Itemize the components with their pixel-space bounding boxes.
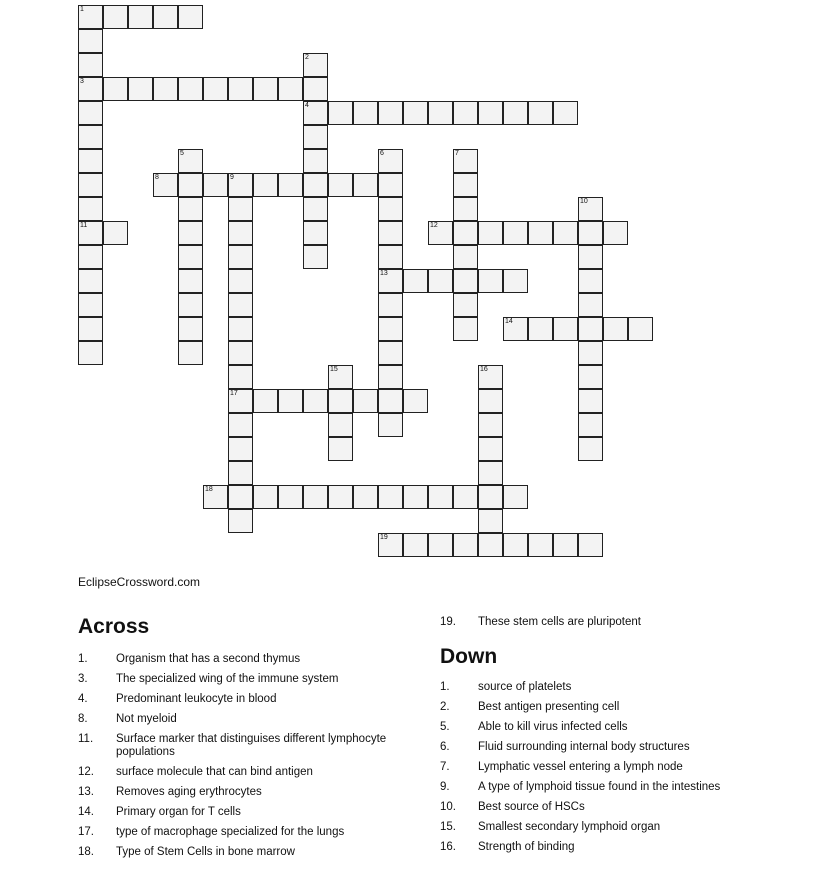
down-heading: Down [440, 645, 498, 668]
grid-cell[interactable] [203, 485, 228, 509]
clue-number: 19. [440, 616, 456, 628]
clue-number: 10. [440, 801, 456, 813]
grid-cell[interactable] [203, 77, 228, 101]
grid-cell[interactable] [178, 149, 203, 173]
grid-cell[interactable] [103, 5, 128, 29]
clue-text: type of macrophage specialized for the lungs [116, 826, 345, 838]
grid-cell[interactable] [578, 437, 603, 461]
grid-cell[interactable] [478, 413, 503, 437]
clue-text: Not myeloid [116, 713, 177, 725]
clue-number: 1 [80, 6, 84, 13]
grid-cell[interactable] [453, 101, 478, 125]
clue-number: 15. [440, 821, 456, 833]
grid-cell[interactable] [478, 101, 503, 125]
grid-cell[interactable] [528, 317, 553, 341]
grid-cell[interactable] [228, 173, 253, 197]
grid-cell[interactable] [303, 221, 328, 245]
clue-number: 11. [78, 733, 94, 745]
grid-cell[interactable] [228, 197, 253, 221]
grid-cell[interactable] [103, 77, 128, 101]
clue-text: The specialized wing of the immune system [116, 673, 339, 685]
clue-number: 17. [78, 826, 94, 838]
grid-cell[interactable] [253, 485, 278, 509]
clue-number: 1. [440, 681, 450, 693]
grid-cell[interactable] [278, 389, 303, 413]
grid-cell[interactable] [253, 173, 278, 197]
clue-number: 18 [205, 486, 213, 493]
grid-cell[interactable] [378, 173, 403, 197]
clue-text: A type of lymphoid tissue found in the intestines [478, 781, 721, 793]
grid-cell[interactable] [228, 509, 253, 533]
grid-cell[interactable] [178, 269, 203, 293]
clue-number: 12. [78, 766, 94, 778]
grid-cell[interactable] [228, 389, 253, 413]
grid-cell[interactable] [178, 5, 203, 29]
grid-cell[interactable] [603, 317, 628, 341]
grid-cell[interactable] [503, 533, 528, 557]
across-heading: Across [78, 615, 150, 638]
grid-cell[interactable] [378, 293, 403, 317]
grid-cell[interactable] [228, 317, 253, 341]
clue-text: Organism that has a second thymus [116, 653, 301, 665]
grid-cell[interactable] [78, 53, 103, 77]
grid-cell[interactable] [478, 365, 503, 389]
clue-text: Type of Stem Cells in bone marrow [116, 846, 295, 858]
grid-cell[interactable] [78, 197, 103, 221]
clue-number: 18. [78, 846, 94, 858]
grid-cell[interactable] [253, 389, 278, 413]
clue-text: Surface marker that distinguises different lymphocyte populations [116, 733, 387, 758]
grid-cell[interactable] [478, 533, 503, 557]
grid-cell[interactable] [503, 101, 528, 125]
clue-number: 8. [78, 713, 88, 725]
grid-cell[interactable] [78, 341, 103, 365]
grid-cell[interactable] [328, 485, 353, 509]
clue-number: 13 [380, 270, 388, 277]
clue-text: Best source of HSCs [478, 801, 585, 813]
grid-cell[interactable] [78, 101, 103, 125]
clue-number: 17 [230, 390, 238, 397]
grid-cell[interactable] [628, 317, 653, 341]
grid-cell[interactable] [453, 485, 478, 509]
grid-cell[interactable] [328, 437, 353, 461]
grid-cell[interactable] [178, 317, 203, 341]
grid-cell[interactable] [278, 485, 303, 509]
grid-cell[interactable] [103, 221, 128, 245]
clue-text: surface molecule that can bind antigen [116, 766, 313, 778]
grid-cell[interactable] [403, 485, 428, 509]
clue-text: Predominant leukocyte in blood [116, 693, 277, 705]
clue-number: 5. [440, 721, 450, 733]
grid-cell[interactable] [153, 173, 178, 197]
clue-number: 6 [380, 150, 384, 157]
grid-cell[interactable] [378, 101, 403, 125]
grid-cell[interactable] [228, 413, 253, 437]
clue-number: 5 [180, 150, 184, 157]
grid-cell[interactable] [578, 245, 603, 269]
grid-cell[interactable] [303, 197, 328, 221]
grid-cell[interactable] [478, 461, 503, 485]
grid-cell[interactable] [478, 389, 503, 413]
grid-cell[interactable] [78, 149, 103, 173]
clue-text: Fluid surrounding internal body structures [478, 741, 690, 753]
grid-cell[interactable] [78, 29, 103, 53]
grid-cell[interactable] [303, 173, 328, 197]
clue-number: 1. [78, 653, 88, 665]
clue-number: 13. [78, 786, 94, 798]
grid-cell[interactable] [253, 77, 278, 101]
grid-cell[interactable] [78, 5, 103, 29]
clue-number: 14 [505, 318, 513, 325]
clue-number: 2. [440, 701, 450, 713]
grid-cell[interactable] [578, 221, 603, 245]
grid-cell[interactable] [453, 173, 478, 197]
grid-cell[interactable] [503, 317, 528, 341]
grid-cell[interactable] [228, 245, 253, 269]
grid-cell[interactable] [378, 533, 403, 557]
grid-cell[interactable] [503, 269, 528, 293]
grid-cell[interactable] [303, 485, 328, 509]
grid-cell[interactable] [78, 77, 103, 101]
grid-cell[interactable] [378, 149, 403, 173]
grid-cell[interactable] [578, 413, 603, 437]
grid-cell[interactable] [378, 221, 403, 245]
grid-cell[interactable] [353, 485, 378, 509]
clue-number: 16 [480, 366, 488, 373]
grid-cell[interactable] [78, 173, 103, 197]
grid-cell[interactable] [228, 461, 253, 485]
grid-cell[interactable] [128, 5, 153, 29]
clue-number: 7. [440, 761, 450, 773]
grid-cell[interactable] [453, 197, 478, 221]
grid-cell[interactable] [178, 77, 203, 101]
grid-cell[interactable] [178, 173, 203, 197]
clue-number: 4 [305, 102, 309, 109]
grid-cell[interactable] [353, 389, 378, 413]
grid-cell[interactable] [228, 365, 253, 389]
clue-text: source of platelets [478, 681, 572, 693]
clue-text: Able to kill virus infected cells [478, 721, 628, 733]
clue-text: These stem cells are pluripotent [478, 616, 641, 628]
grid-cell[interactable] [428, 533, 453, 557]
grid-cell[interactable] [328, 365, 353, 389]
grid-cell[interactable] [453, 269, 478, 293]
grid-cell[interactable] [303, 53, 328, 77]
grid-cell[interactable] [228, 437, 253, 461]
grid-cell[interactable] [428, 269, 453, 293]
grid-cell[interactable] [178, 293, 203, 317]
grid-cell[interactable] [228, 77, 253, 101]
clue-number: 12 [430, 222, 438, 229]
clue-text: Best antigen presenting cell [478, 701, 620, 713]
clue-number: 15 [330, 366, 338, 373]
grid-cell[interactable] [303, 389, 328, 413]
grid-cell[interactable] [428, 101, 453, 125]
grid-cell[interactable] [603, 221, 628, 245]
grid-cell[interactable] [553, 101, 578, 125]
grid-cell[interactable] [528, 101, 553, 125]
grid-cell[interactable] [378, 197, 403, 221]
clue-number: 4. [78, 693, 88, 705]
clue-number: 3 [80, 78, 84, 85]
clue-text: Lymphatic vessel entering a lymph node [478, 761, 683, 773]
grid-cell[interactable] [478, 485, 503, 509]
clue-text: Removes aging erythrocytes [116, 786, 262, 798]
clue-number: 6. [440, 741, 450, 753]
clue-number: 9 [230, 174, 234, 181]
grid-cell[interactable] [578, 341, 603, 365]
clue-number: 19 [380, 534, 388, 541]
grid-cell[interactable] [328, 389, 353, 413]
grid-cell[interactable] [503, 221, 528, 245]
grid-cell[interactable] [328, 413, 353, 437]
grid-cell[interactable] [228, 293, 253, 317]
grid-cell[interactable] [303, 77, 328, 101]
grid-cell[interactable] [378, 269, 403, 293]
grid-cell[interactable] [303, 101, 328, 125]
grid-cell[interactable] [303, 149, 328, 173]
grid-cell[interactable] [303, 125, 328, 149]
grid-cell[interactable] [578, 389, 603, 413]
grid-cell[interactable] [578, 197, 603, 221]
grid-cell[interactable] [428, 485, 453, 509]
grid-cell[interactable] [328, 173, 353, 197]
grid-cell[interactable] [378, 341, 403, 365]
grid-cell[interactable] [178, 341, 203, 365]
grid-cell[interactable] [528, 533, 553, 557]
grid-cell[interactable] [453, 221, 478, 245]
grid-cell[interactable] [478, 221, 503, 245]
grid-cell[interactable] [353, 173, 378, 197]
grid-cell[interactable] [378, 485, 403, 509]
grid-cell[interactable] [178, 221, 203, 245]
grid-cell[interactable] [378, 245, 403, 269]
grid-cell[interactable] [203, 173, 228, 197]
clue-text: Smallest secondary lymphoid organ [478, 821, 661, 833]
grid-cell[interactable] [178, 245, 203, 269]
clue-number: 8 [155, 174, 159, 181]
grid-cell[interactable] [303, 245, 328, 269]
grid-cell[interactable] [78, 269, 103, 293]
clue-number: 2 [305, 54, 309, 61]
grid-cell[interactable] [78, 317, 103, 341]
clue-number: 10 [580, 198, 588, 205]
grid-cell[interactable] [228, 485, 253, 509]
grid-cell[interactable] [453, 245, 478, 269]
grid-cell[interactable] [453, 149, 478, 173]
grid-cell[interactable] [328, 101, 353, 125]
grid-cell[interactable] [553, 317, 578, 341]
grid-cell[interactable] [153, 77, 178, 101]
grid-cell[interactable] [403, 533, 428, 557]
clue-number: 3. [78, 673, 88, 685]
grid-cell[interactable] [353, 101, 378, 125]
grid-cell[interactable] [453, 293, 478, 317]
grid-cell[interactable] [478, 437, 503, 461]
grid-cell[interactable] [453, 317, 478, 341]
grid-cell[interactable] [453, 533, 478, 557]
grid-cell[interactable] [578, 317, 603, 341]
grid-cell[interactable] [478, 509, 503, 533]
grid-cell[interactable] [278, 173, 303, 197]
grid-cell[interactable] [378, 365, 403, 389]
grid-cell[interactable] [378, 413, 403, 437]
grid-cell[interactable] [578, 533, 603, 557]
grid-cell[interactable] [228, 221, 253, 245]
grid-cell[interactable] [428, 221, 453, 245]
grid-cell[interactable] [178, 197, 203, 221]
grid-cell[interactable] [403, 101, 428, 125]
grid-cell[interactable] [578, 293, 603, 317]
grid-cell[interactable] [228, 341, 253, 365]
grid-cell[interactable] [553, 221, 578, 245]
clue-text: Primary organ for T cells [116, 806, 241, 818]
grid-cell[interactable] [128, 77, 153, 101]
clue-number: 7 [455, 150, 459, 157]
grid-cell[interactable] [478, 269, 503, 293]
grid-cell[interactable] [578, 269, 603, 293]
clue-number: 14. [78, 806, 94, 818]
grid-cell[interactable] [378, 317, 403, 341]
grid-cell[interactable] [578, 365, 603, 389]
grid-cell[interactable] [228, 269, 253, 293]
clue-number: 9. [440, 781, 450, 793]
grid-cell[interactable] [528, 221, 553, 245]
clue-text: Strength of binding [478, 841, 575, 853]
grid-cell[interactable] [553, 533, 578, 557]
clue-number: 16. [440, 841, 456, 853]
grid-cell[interactable] [503, 485, 528, 509]
grid-cell[interactable] [153, 5, 178, 29]
grid-cell[interactable] [403, 269, 428, 293]
grid-cell[interactable] [78, 221, 103, 245]
grid-cell[interactable] [78, 245, 103, 269]
grid-cell[interactable] [378, 389, 403, 413]
grid-cell[interactable] [78, 293, 103, 317]
grid-cell[interactable] [78, 125, 103, 149]
credit-text: EclipseCrossword.com [78, 575, 201, 589]
grid-cell[interactable] [278, 77, 303, 101]
grid-cell[interactable] [403, 389, 428, 413]
clue-number: 11 [80, 222, 88, 229]
